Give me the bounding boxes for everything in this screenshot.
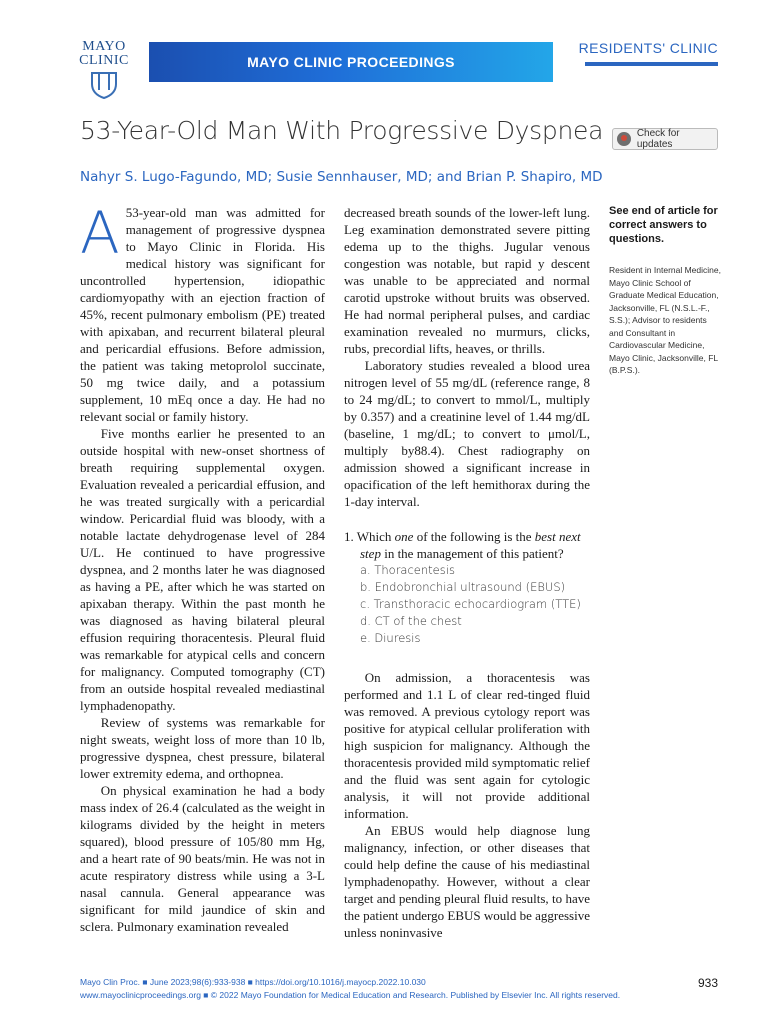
discussion [344,669,590,941]
answer-option: e. Diuresis [360,631,421,645]
copyright-line: www.mayoclinicproceedings.org ■ © 2022 Mayo Foundation for Medical Education and Research. Published by Elsevier Inc. All rights reserved. [80,990,621,1000]
paragraph: On admission, a thoracentesis was performed and 1.1 L of clear red-tinged fluid was removed. A previous cytology report was positive for atypical cellular proliferation with high suspicion for malignancy. Although the thoracentesis provided mild symptomatic relief and the fluid was sent again for cytologic analysis, it will not provide additional information. [344,670,590,821]
section-label: RESIDENTS' CLINIC [578,40,718,56]
question-suffix: in the management of this patient? [380,546,564,561]
paragraph: decreased breath sounds of the lower-left lung. Leg examination demonstrated severe pitting edema up to the thighs. Jugular venous congestion was notable, but rapid y descent was unable to be appreciated and normal carotid upstroke without bruits was observed. He had normal peripheral pulses, and cardiac examination revealed no murmurs, clicks, rubs, precordial lifts, heaves, or thrills. [344,205,590,356]
page-number: 933 [697,976,718,990]
crossmark-icon [617,132,631,146]
section-rule [585,62,718,66]
paragraph: An EBUS would help diagnose lung malignancy, infection, or other diseases that could help define the cause of his mediastinal lymphadenopathy. However, without a clear target and pending pleural fluid results, to have the patient undergo EBUS would be aggressive unless noninvasive [344,823,590,940]
question-prefix: 1. Which [344,529,395,544]
sidebar [609,204,721,377]
paragraph [80,199,325,425]
text-column-2 [344,204,590,941]
shield-icon [89,70,119,100]
question-mid: of the following is the [413,529,535,544]
paragraph: Five months earlier he presented to an outside hospital with new-onset shortness of breath requiring supplemental oxygen. Evaluation revealed a pericardial effusion, and he was treated surgically with a pericardial window. Pericardial fluid was bloody, with a notable lactate dehydrogenase level of 284 U/L. He continued to have progressive dyspnea, and 2 months later he was diagnosed as having a PE, after which he was started on apixaban therapy. Within the past month he was diagnosed as having bilateral pleural effusion requiring thoracentesis. Pleural fluid was remarkable for atypical cells and concern for malignancy. Computed tomography (CT) from an outside hospital revealed mediastinal lymphadenopathy. [80,426,325,713]
answers-note: See end of article for correct answers to questions. [609,205,718,245]
answer-option: c. Transthoracic echocardiogram (TTE) [360,597,581,611]
logo-word-mayo: MAYO [82,39,126,54]
author-list: Nahyr S. Lugo-Fagundo, MD; Susie Sennhauser, MD; and Brian P. Shapiro, MD [80,169,603,185]
answer-option: a. Thoracentesis [360,563,455,577]
journal-banner: MAYO CLINIC PROCEEDINGS [149,42,553,82]
question-emphasis: best next step [360,529,581,561]
text-column-1 [80,199,325,935]
answer-option: b. Endobronchial ultrasound (EBUS) [360,580,566,594]
article-title: 53-Year-Old Man With Progressive Dyspnea [80,116,604,145]
question-block [344,528,590,647]
footer [80,976,720,1002]
mayo-clinic-logo [72,40,136,106]
check-for-updates-label: Check for updates [636,128,680,150]
drop-cap: A [80,199,120,267]
question-emphasis: one [394,529,414,544]
answer-options [344,562,590,647]
paragraph: Laboratory studies revealed a blood urea nitrogen level of 55 mg/dL (reference range, 8 to 24 mg/dL; to convert to mmol/L, multiply by 0.357) and a creatinine level of 1.44 mg/dL (baseline, 1 mg/dL; to convert to μmol/L, multiply by88.4). Chest radiography on admission showed a significant increase in opacification of the left hemithorax during the 1-day interval. [344,358,590,509]
affiliations: Resident in Internal Medicine, Mayo Clinic School of Graduate Medical Education, Jacksonville, FL (N.S.L.-F., S.S.); Advisor to residents and Consultant in Cardiovascular Medicine, Mayo Clinic, Jacksonville, FL (B.P.S.). [609,265,721,375]
logo-word-clinic: CLINIC [79,53,129,68]
citation-line: Mayo Clin Proc. ■ June 2023;98(6):933-938 ■ https://doi.org/10.1016/j.mayocp.2022.10.030 [80,977,426,987]
question-text [344,528,590,562]
paragraph-text: 53-year-old man was admitted for management of progressive dyspnea to Mayo Clinic in Florida. His medical history was significant for uncontrolled hypertension, idiopathic cardiomyopathy with an ejection fraction of 45%, recent pulmonary embolism (PE) treated with apixaban, and recurrent bilateral pleural and pericardial effusions. Before admission, the patient was taking metoprolol succinate, 50 mg twice daily, and a potassium supplement, 10 mEq once a day. He had no relevant social or family history. [80,205,325,424]
paragraph: Review of systems was remarkable for night sweats, weight loss of more than 10 lb, progressive dyspnea, chest pressure, bilateral lower extremity edema, and orthopnea. [80,715,325,781]
check-for-updates-button[interactable] [612,128,718,150]
answer-option: d. CT of the chest [360,614,462,628]
paragraph: On physical examination he had a body mass index of 26.4 (calculated as the weight in kilograms divided by the height in meters squared), blood pressure of 105/80 mm Hg, and a heart rate of 90 beats/min. He was not in acute respiratory distress while using a 3-L nasal cannula. General appearance was significant for mild jaundice of skin and sclera. Pulmonary examination revealed [80,783,325,934]
